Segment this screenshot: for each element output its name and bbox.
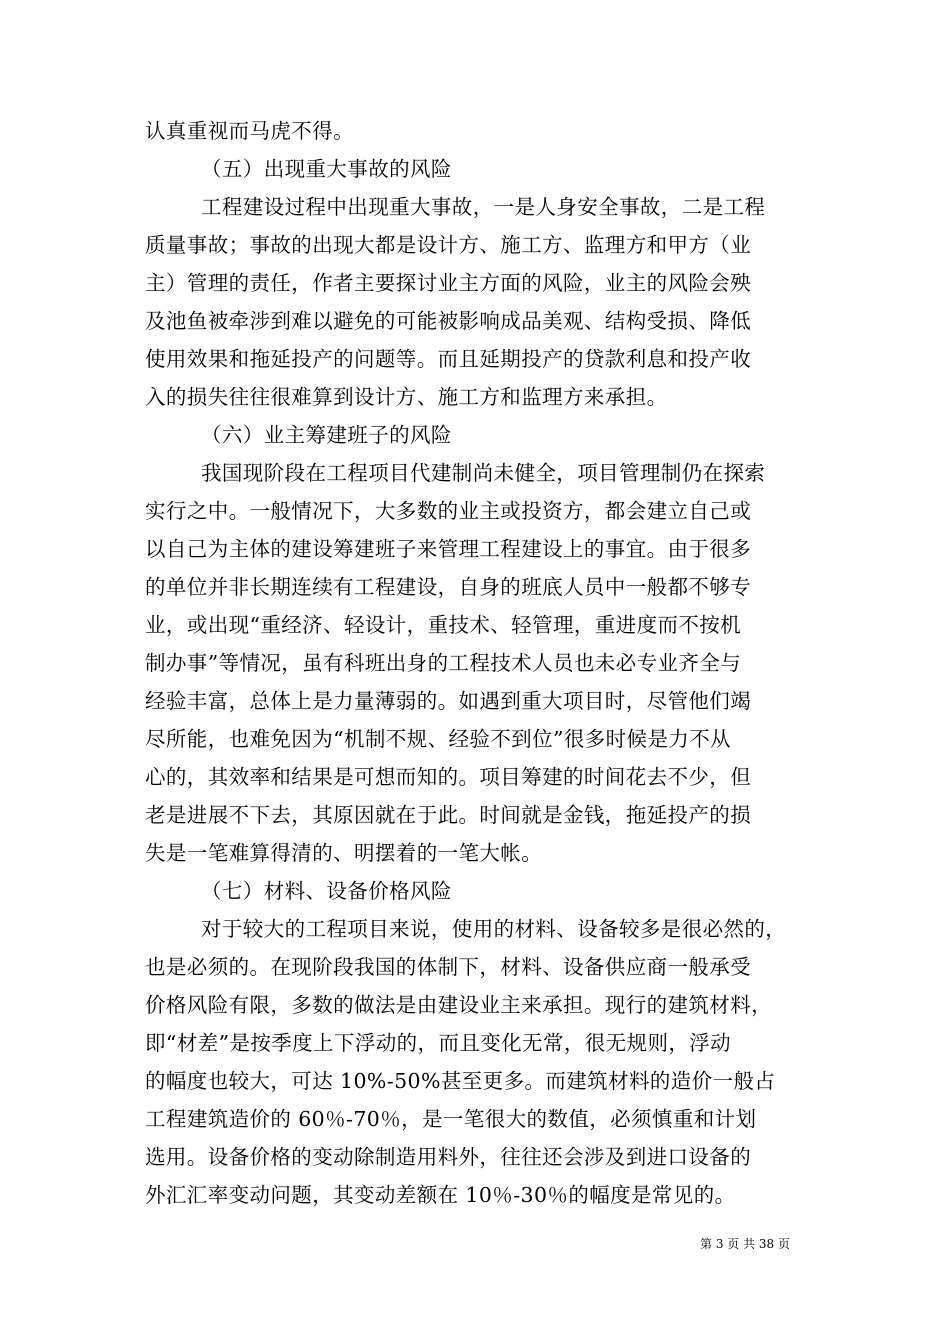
paragraph-line: 工程建筑造价的 60％-70％，是一笔很大的数值，必须慎重和计划 <box>145 1107 757 1131</box>
paragraph-line: 老是进展不下去，其原因就在于此。时间就是金钱，拖延投产的损 <box>145 803 752 827</box>
paragraph-line: 入的损失往往很难算到设计方、施工方和监理方来承担。 <box>145 385 668 409</box>
paragraph-line: 工程建设过程中出现重大事故，一是人身安全事故，二是工程 <box>201 195 766 219</box>
paragraph-line: 我国现阶段在工程项目代建制尚未健全，项目管理制仍在探索 <box>201 461 766 485</box>
paragraph-line: 认真重视而马虎不得。 <box>145 119 354 143</box>
paragraph-line: 经验丰富，总体上是力量薄弱的。如遇到重大项目时，尽管他们竭 <box>145 689 752 713</box>
paragraph-line: 质量事故；事故的出现大都是设计方、施工方、监理方和甲方（业 <box>145 233 752 257</box>
paragraph-line: 业，或出现“重经济、轻设计，重技术、轻管理，重进度而不按机 <box>145 613 742 637</box>
paragraph-line: 以自己为主体的建设筹建班子来管理工程建设上的事宜。由于很多 <box>145 537 752 561</box>
paragraph-line: 及池鱼被牵涉到难以避免的可能被影响成品美观、结构受损、降低 <box>145 309 752 333</box>
page-number-footer: 第 3 页 共 38 页 <box>700 1237 790 1251</box>
paragraph-line: 主）管理的责任，作者主要探讨业主方面的风险，业主的风险会殃 <box>145 271 752 295</box>
paragraph-line: 失是一笔难算得清的、明摆着的一笔大帐。 <box>145 841 543 865</box>
paragraph-line: 选用。设备价格的变动除制造用料外，往往还会涉及到进口设备的 <box>145 1145 752 1169</box>
section-heading: （七）材料、设备价格风险 <box>201 879 452 903</box>
paragraph-line: 制办事”等情况，虽有科班出身的工程技术人员也未必专业齐全与 <box>145 651 742 675</box>
paragraph-line: 的幅度也较大，可达 10%-50%甚至更多。而建筑材料的造价一般占 <box>145 1069 776 1093</box>
paragraph-line: 价格风险有限，多数的做法是由建设业主来承担。现行的建筑材料， <box>145 993 772 1017</box>
document-body <box>145 112 815 1214</box>
section-heading: （六）业主筹建班子的风险 <box>201 423 452 447</box>
paragraph-line: 外汇汇率变动问题，其变动差额在 10％-30％的幅度是常见的。 <box>145 1183 736 1207</box>
paragraph-line: 心的，其效率和结果是可想而知的。项目筹建的时间花去不少，但 <box>145 765 752 789</box>
paragraph-line: 尽所能，也难免因为“机制不规、经验不到位”很多时候是力不从 <box>145 727 732 751</box>
paragraph-line: 对于较大的工程项目来说，使用的材料、设备较多是很必然的， <box>201 917 787 941</box>
section-heading: （五）出现重大事故的风险 <box>201 157 452 181</box>
paragraph-line: 即“材差”是按季度上下浮动的，而且变化无常，很无规则，浮动 <box>145 1031 732 1055</box>
paragraph-line: 也是必须的。在现阶段我国的体制下，材料、设备供应商一般承受 <box>145 955 752 979</box>
paragraph-line: 实行之中。一般情况下，大多数的业主或投资方，都会建立自己或 <box>145 499 752 523</box>
paragraph-line: 使用效果和拖延投产的问题等。而且延期投产的贷款利息和投产收 <box>145 347 752 371</box>
paragraph-line: 的单位并非长期连续有工程建设，自身的班底人员中一般都不够专 <box>145 575 752 599</box>
